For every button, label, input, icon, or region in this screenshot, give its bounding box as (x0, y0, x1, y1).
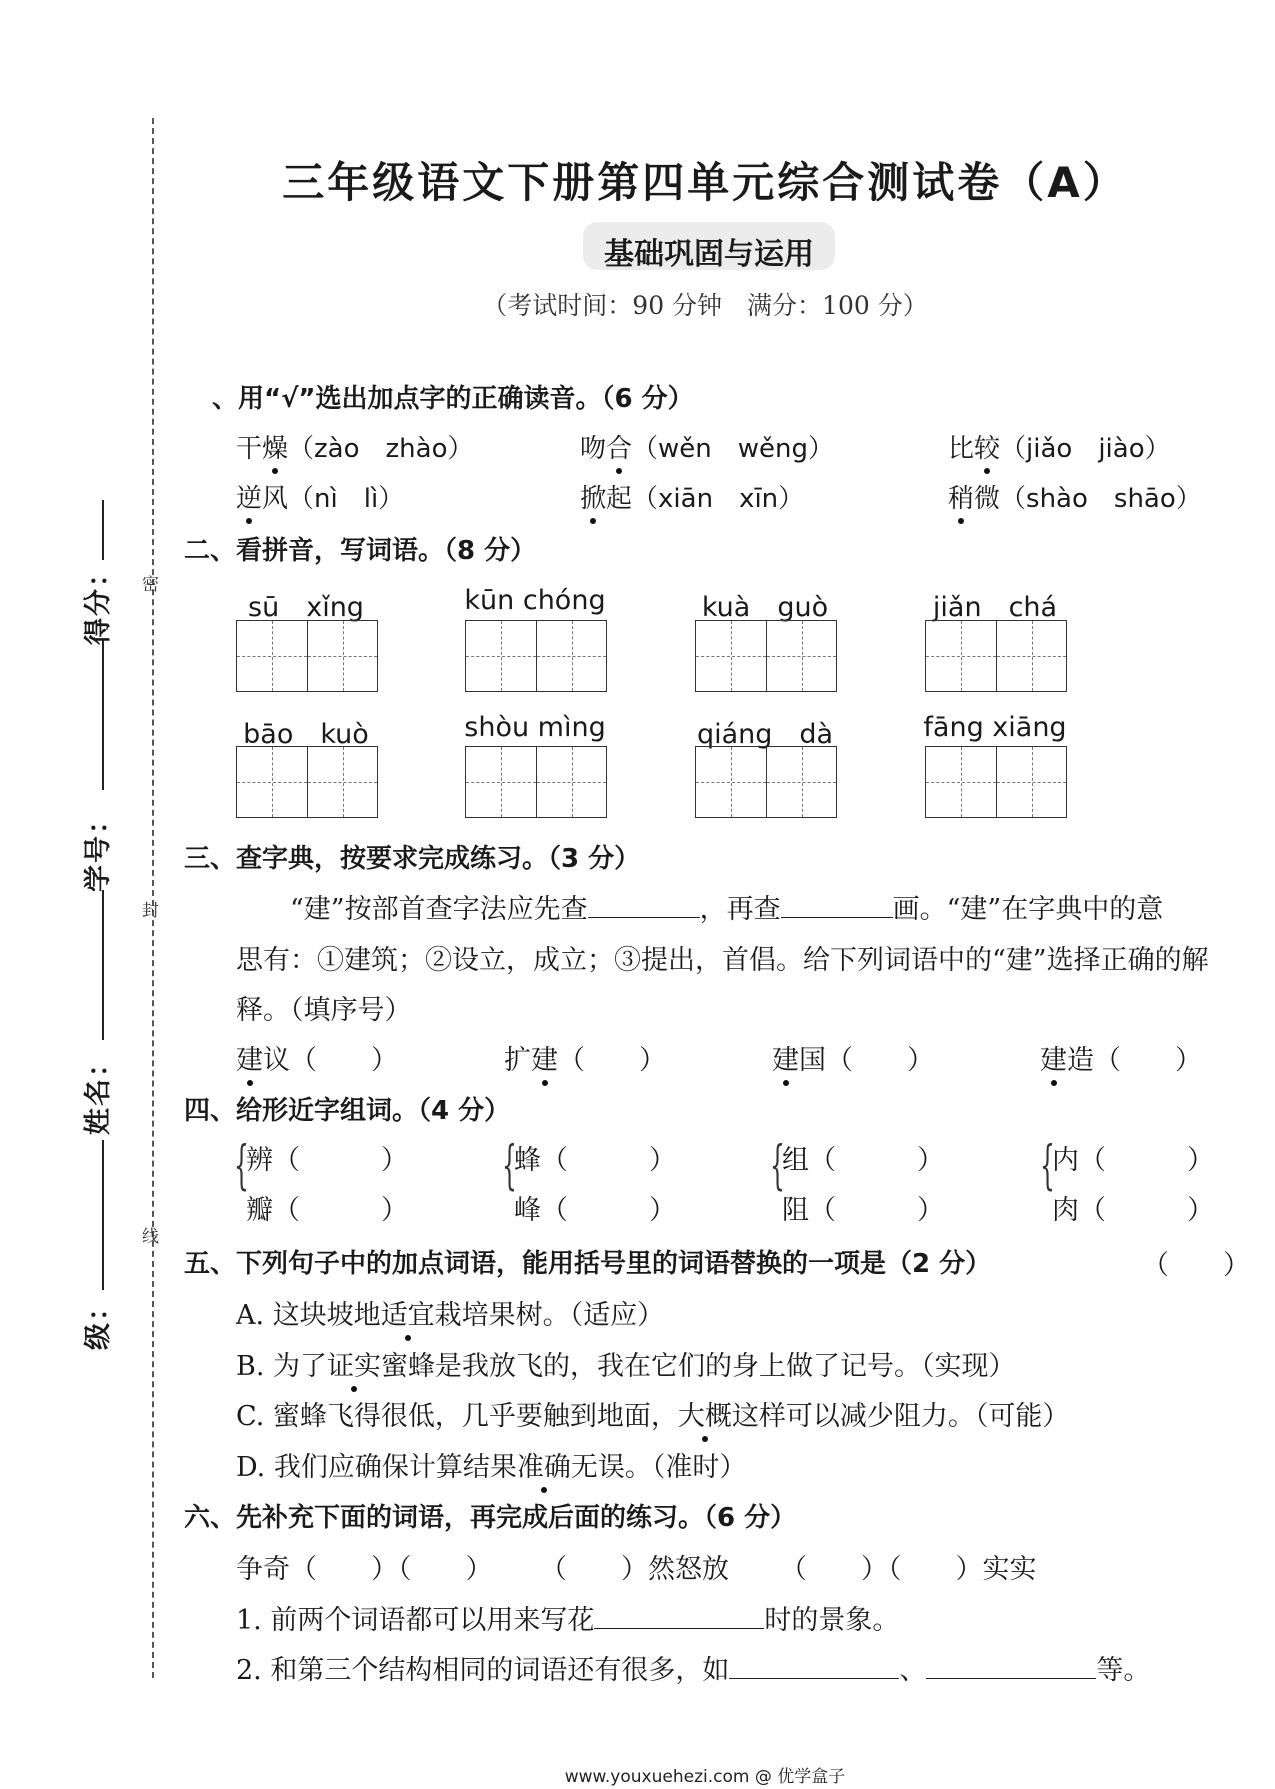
footer-watermark: www.youxuehezi.com @ 优学盒子 (564, 1767, 846, 1787)
q6-item-2: 2. 和第三个结构相同的词语还有很多，如 、 等。 (236, 1655, 1151, 1686)
page-title: 三年级语文下册第四单元综合测试卷（A） (282, 158, 1128, 207)
writing-grid-3[interactable] (695, 620, 837, 692)
name-label: 姓名： (83, 1048, 114, 1135)
q1-item-1: 干燥（zào zhào） (236, 434, 474, 464)
q4-pair-1-a: 辨（ ） (246, 1145, 408, 1176)
class-label: 级： (83, 1292, 114, 1350)
name-field[interactable] (102, 890, 104, 1040)
writing-grid-2[interactable] (465, 620, 607, 692)
q4-pair-1-b: 瓣（ ） (246, 1195, 408, 1226)
subtitle: 基础巩固与运用 (604, 237, 814, 272)
q6-blank-3[interactable] (926, 1678, 1096, 1679)
q5-option-c: C. 蜜蜂飞得很低，几乎要触到地面，大概这样可以减少阻力。（可能） (236, 1401, 1070, 1432)
pinyin-3: kuà guò (701, 592, 829, 623)
q1-item-4: 逆风（nì lì） (236, 484, 405, 514)
q3-word-4: 建造（ ） (1040, 1045, 1202, 1076)
q3-line-1: “建”按部首查字法应先查 ，再查 画。“建”在字典中的意 (290, 894, 1164, 925)
student-id-label: 学号： (83, 805, 114, 892)
q5-heading: 五、下列句子中的加点词语，能用括号里的词语替换的一项是（2 分） (184, 1249, 992, 1279)
brace-1: { (234, 1136, 249, 1196)
q3-blank-strokes[interactable] (781, 917, 893, 918)
brace-4: { (1040, 1136, 1055, 1196)
q5-answer-paren[interactable]: （ ） (1142, 1250, 1250, 1281)
writing-grid-4[interactable] (925, 620, 1067, 692)
writing-grid-8[interactable] (925, 746, 1067, 818)
q6-item-1: 1. 前两个词语都可以用来写花 时的景象。 (236, 1605, 900, 1636)
q4-pair-4-b: 肉（ ） (1052, 1195, 1214, 1226)
writing-grid-7[interactable] (695, 746, 837, 818)
pinyin-4: jiǎn chá (932, 592, 1058, 623)
writing-grid-1[interactable] (236, 620, 378, 692)
q4-heading: 四、给形近字组词。（4 分） (184, 1096, 511, 1126)
seal-char-feng: 封 (142, 901, 159, 921)
seal-char-mi: 密 (142, 575, 159, 595)
q6-word-3: （ ）（ ）实实 (780, 1554, 1037, 1585)
brace-2: { (502, 1136, 517, 1196)
q5-option-d: D. 我们应确保计算结果准确无误。（准时） (236, 1452, 747, 1483)
q2-heading: 二、看拼音，写词语。（8 分） (184, 536, 537, 566)
q6-heading: 六、先补充下面的词语，再完成后面的练习。（6 分） (184, 1503, 797, 1533)
q5-option-a: A. 这块坡地适宜栽培果树。（适应） (236, 1300, 665, 1331)
q6-word-2: （ ）然怒放 (540, 1554, 729, 1585)
pinyin-1: sū xǐng (248, 592, 364, 623)
q1-item-2: 吻合（wěn wěng） (580, 434, 835, 464)
writing-grid-5[interactable] (236, 746, 378, 818)
class-field[interactable] (102, 1140, 104, 1290)
q3-line-2: 思有：①建筑；②设立，成立；③提出，首倡。给下列词语中的“建”选择正确的解 (236, 945, 1209, 976)
q5-option-b: B. 为了证实蜜蜂是我放飞的，我在它们的身上做了记号。（实现） (236, 1351, 1016, 1382)
q4-pair-2-b: 峰（ ） (514, 1195, 676, 1226)
q4-pair-4-a: 内（ ） (1052, 1145, 1214, 1176)
writing-grid-6[interactable] (465, 746, 607, 818)
q1-item-6: 稍微（shào shāo） (948, 484, 1202, 514)
q3-word-3: 建国（ ） (772, 1045, 934, 1076)
q3-word-1: 建议（ ） (236, 1045, 398, 1076)
q3-heading: 三、查字典，按要求完成练习。（3 分） (184, 844, 641, 874)
student-id-field[interactable] (102, 640, 104, 790)
q6-word-1: 争奇（ ）（ ） (236, 1554, 493, 1585)
q1-heading: 、用“√”选出加点字的正确读音。（6 分） (212, 384, 694, 414)
q6-blank-1[interactable] (594, 1628, 764, 1629)
q1-item-5: 掀起（xiān xīn） (580, 484, 805, 514)
score-field[interactable] (102, 500, 104, 560)
q3-word-2: 扩建（ ） (504, 1045, 666, 1076)
q6-blank-2[interactable] (729, 1678, 899, 1679)
exam-info: （考试时间：90 分钟 满分：100 分） (482, 291, 928, 320)
q4-pair-2-a: 蜂（ ） (514, 1145, 676, 1176)
score-label: 得分： (83, 558, 114, 645)
pinyin-5: bāo kuò (243, 719, 369, 750)
pinyin-7: qiáng dà (696, 719, 834, 750)
q3-line-3: 释。（填序号） (236, 995, 412, 1026)
pinyin-6: shòu mìng (464, 712, 606, 743)
q4-pair-3-b: 阻（ ） (782, 1195, 944, 1226)
q4-pair-3-a: 组（ ） (782, 1145, 944, 1176)
pinyin-8: fāng xiāng (923, 712, 1067, 743)
pinyin-2: kūn chóng (464, 585, 606, 616)
q1-item-3: 比较（jiǎo jiào） (948, 434, 1171, 464)
q3-blank-radical[interactable] (588, 917, 700, 918)
seal-char-xian: 线 (142, 1227, 159, 1247)
brace-3: { (770, 1136, 785, 1196)
